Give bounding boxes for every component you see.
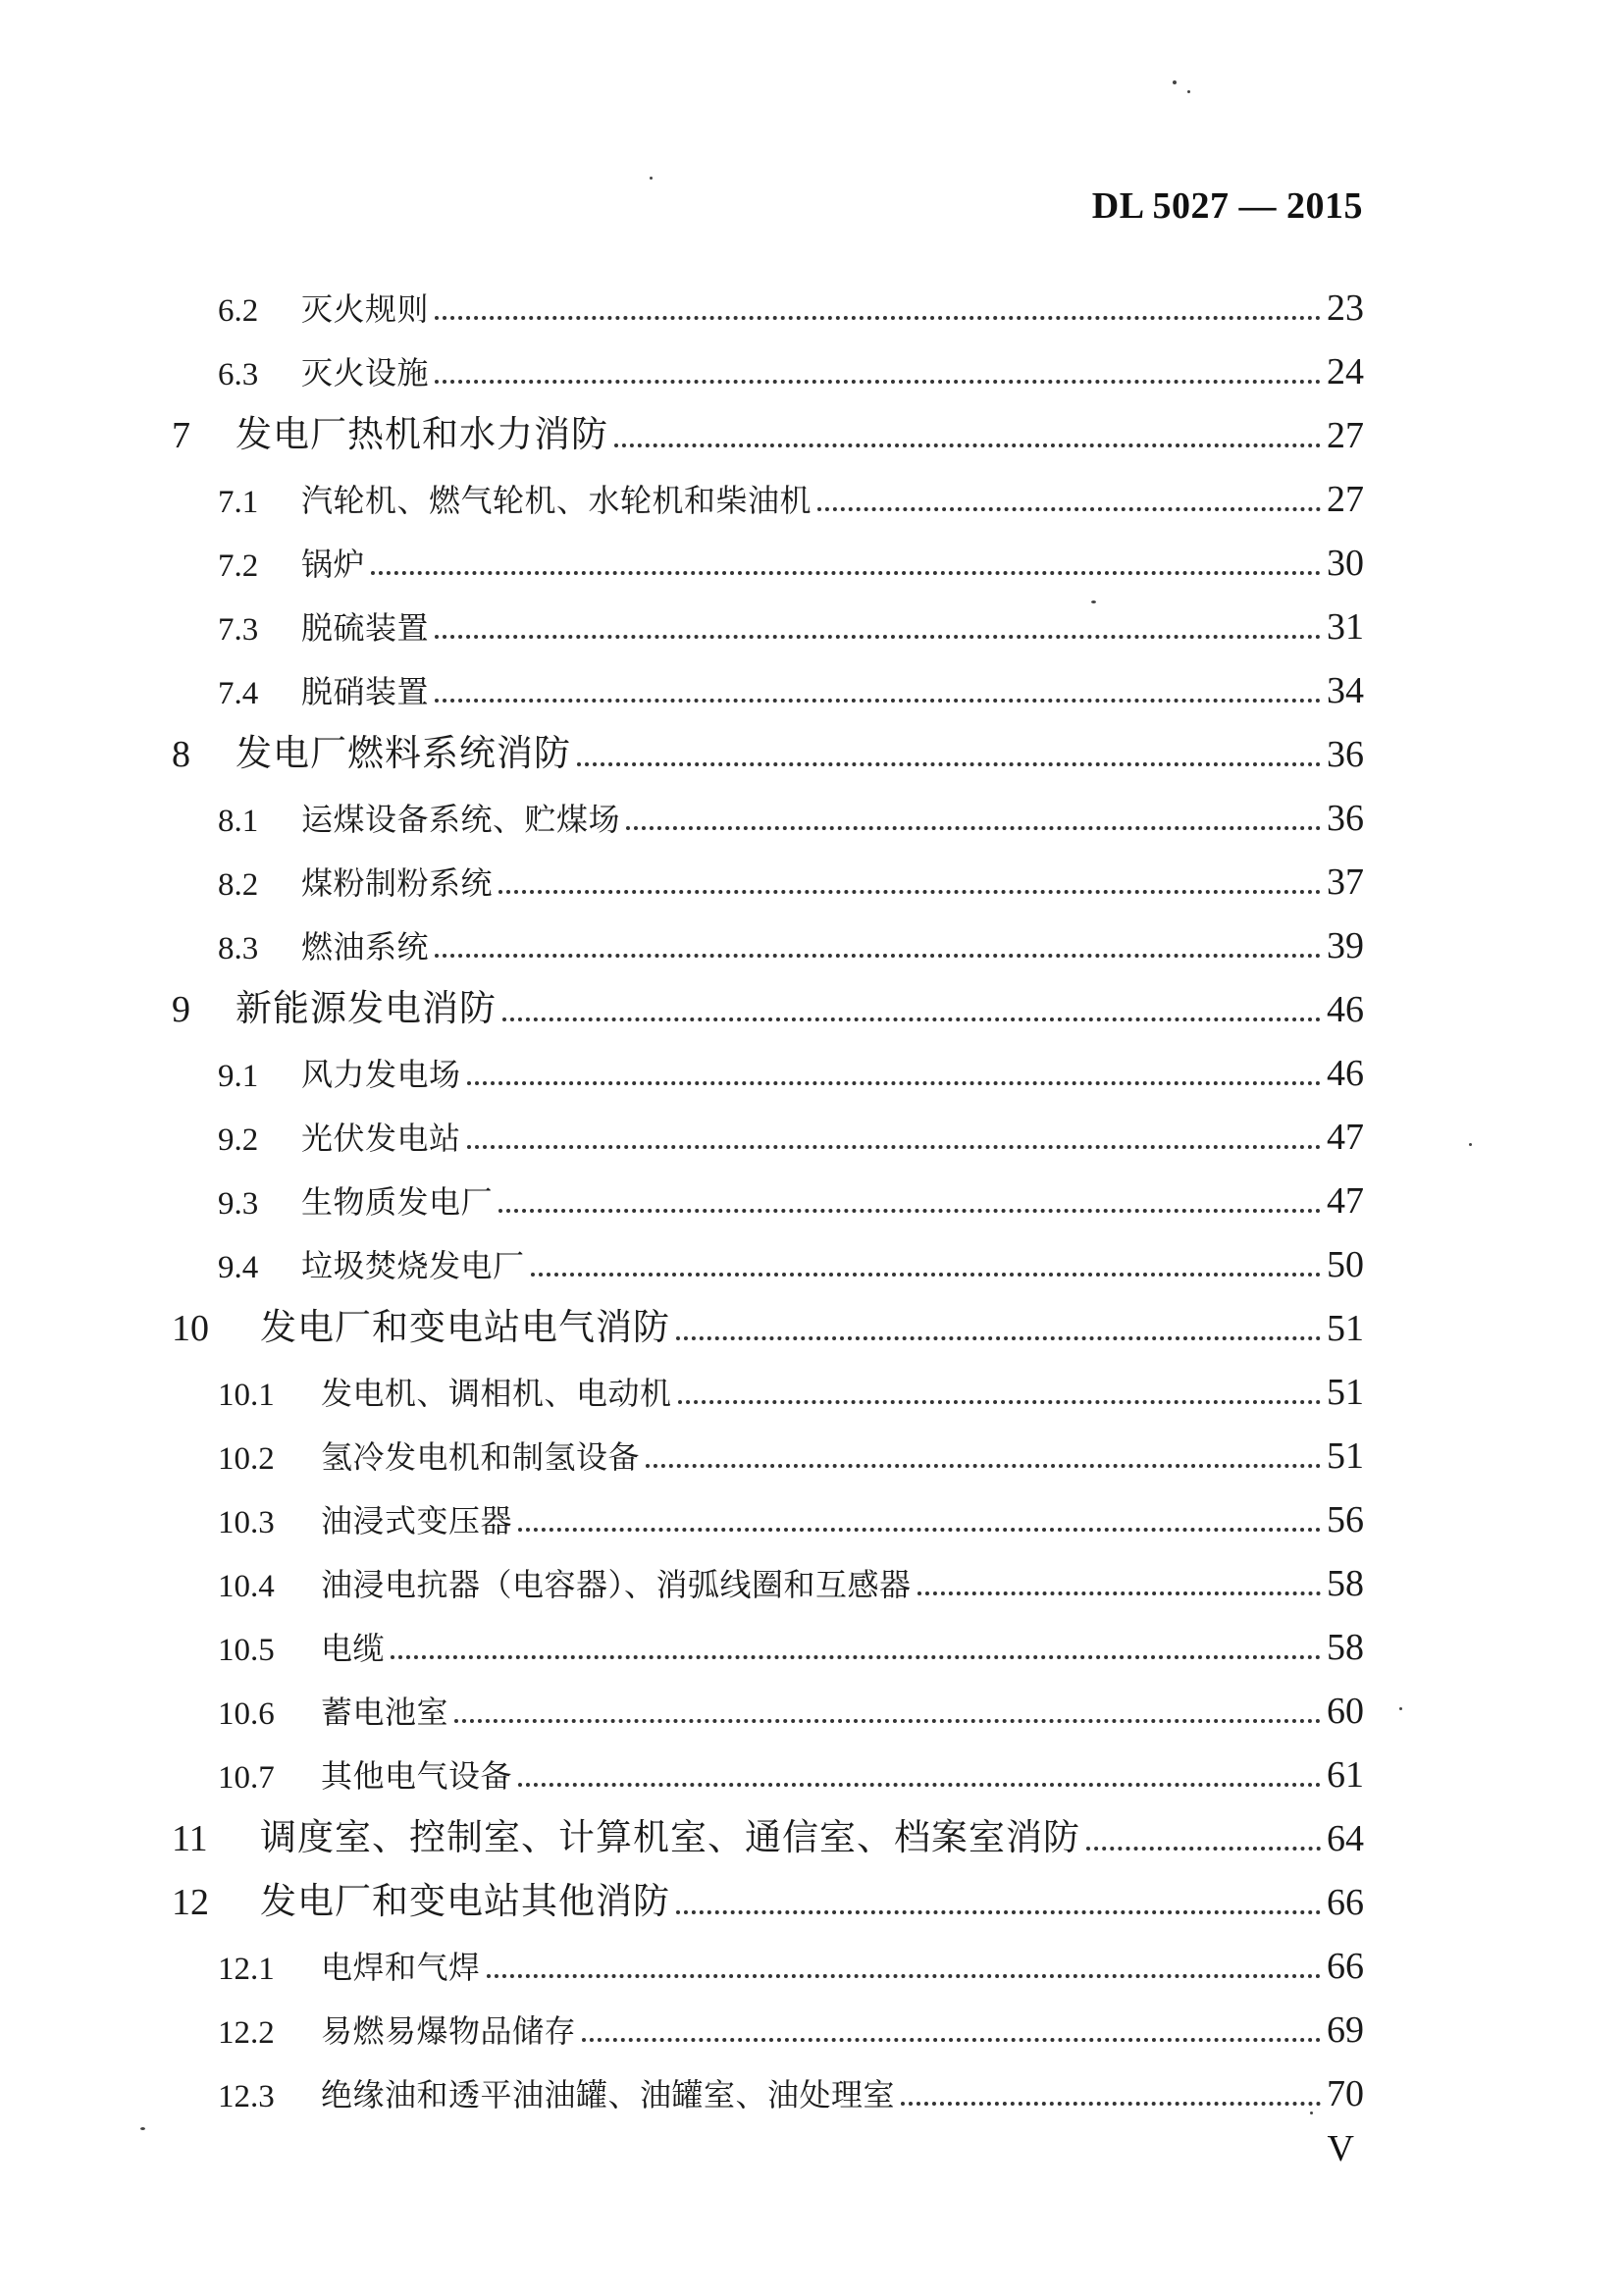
toc-entry-page: 36: [1327, 734, 1364, 775]
toc-entry-number: 9: [172, 989, 190, 1030]
toc-entry-page: 64: [1327, 1818, 1364, 1859]
scan-speck: [1091, 600, 1096, 603]
dot-leader: [676, 1909, 1321, 1914]
dot-leader: [435, 953, 1321, 958]
dot-leader: [577, 761, 1321, 766]
page-number-footer: V: [1327, 2128, 1354, 2169]
toc-entry-title: 发电机、调相机、电动机: [321, 1375, 672, 1412]
toc-entry-page: 27: [1327, 479, 1364, 520]
toc-entry-page: 51: [1327, 1308, 1364, 1349]
toc-entry-page: 47: [1327, 1180, 1364, 1222]
toc-entry-title: 电缆: [321, 1630, 386, 1667]
dot-leader: [817, 506, 1321, 511]
toc-entry: [218, 1620, 1364, 1669]
dot-leader: [678, 1399, 1321, 1404]
toc-entry: [218, 600, 1364, 649]
toc-entry-number: 9.2: [218, 1122, 259, 1158]
toc-entry: [218, 855, 1364, 904]
toc-entry-number: 11: [172, 1818, 208, 1859]
toc-entry: [218, 1429, 1364, 1478]
toc-entry: [218, 1556, 1364, 1605]
toc-entry: [172, 982, 1364, 1031]
toc-entry: [218, 663, 1364, 712]
dot-leader: [502, 1017, 1321, 1021]
toc-entry-number: 6.3: [218, 357, 259, 392]
toc-entry: [218, 1492, 1364, 1541]
toc-entry-number: 9.1: [218, 1059, 259, 1094]
toc-entry-number: 10: [172, 1308, 209, 1349]
toc-entry: [218, 1237, 1364, 1286]
dot-leader: [454, 1718, 1321, 1723]
scan-speck: [1399, 1707, 1402, 1710]
toc-entry-number: 6.2: [218, 293, 259, 329]
toc-entry-page: 30: [1327, 543, 1364, 584]
toc-entry: [218, 1747, 1364, 1797]
scan-speck: [140, 2127, 145, 2130]
toc-entry-page: 24: [1327, 351, 1364, 392]
toc-entry-title: 发电厂和变电站其他消防: [260, 1880, 670, 1922]
dot-leader: [371, 570, 1321, 575]
toc-entry-title: 调度室、控制室、计算机室、通信室、档案室消防: [260, 1816, 1080, 1858]
toc-entry-page: 27: [1327, 415, 1364, 456]
toc-entry: [218, 472, 1364, 521]
toc-entry-number: 7.2: [218, 548, 259, 584]
toc-entry: [218, 1365, 1364, 1414]
toc-entry: [218, 281, 1364, 330]
toc-entry-number: 10.2: [218, 1441, 275, 1477]
scan-speck: [1310, 2112, 1313, 2114]
toc-entry-page: 34: [1327, 670, 1364, 711]
toc-entry-title: 新能源发电消防: [236, 987, 497, 1029]
toc-entry-number: 12.3: [218, 2079, 275, 2114]
dot-leader: [435, 315, 1321, 320]
toc-entry: [218, 1939, 1364, 1988]
toc-entry-number: 12.2: [218, 2015, 275, 2051]
toc-entry-number: 10.5: [218, 1633, 275, 1668]
toc-entry-title: 煤粉制粉系统: [301, 864, 494, 902]
toc-entry-title: 生物质发电厂: [301, 1183, 494, 1221]
toc-entry-title: 汽轮机、燃气轮机、水轮机和柴油机: [301, 482, 812, 519]
toc-entry: [172, 1811, 1364, 1860]
toc-entry-page: 69: [1327, 2009, 1364, 2051]
toc-entry-page: 66: [1327, 1882, 1364, 1923]
toc-entry-page: 36: [1327, 798, 1364, 839]
toc-entry-number: 7.1: [218, 485, 259, 520]
toc-entry-number: 10.6: [218, 1696, 275, 1732]
dot-leader: [498, 1208, 1321, 1213]
toc-entry: [218, 2003, 1364, 2052]
toc-entry: [218, 1174, 1364, 1223]
toc-entry-number: 12.1: [218, 1952, 275, 1987]
toc-entry: [172, 1301, 1364, 1350]
dot-leader: [531, 1272, 1321, 1277]
toc-entry-page: 56: [1327, 1499, 1364, 1540]
toc-entry-title: 风力发电场: [301, 1056, 461, 1093]
toc-entry-title: 脱硫装置: [301, 609, 430, 647]
dot-leader: [1086, 1846, 1321, 1851]
toc-entry-title: 蓄电池室: [321, 1694, 449, 1731]
standard-code-header: DL 5027 — 2015: [1091, 185, 1363, 227]
toc-entry-number: 7.3: [218, 612, 259, 648]
dot-leader: [391, 1654, 1321, 1659]
toc-entry-page: 66: [1327, 1946, 1364, 1987]
toc-entry-title: 运煤设备系统、贮煤场: [301, 801, 621, 838]
toc-entry-number: 9.3: [218, 1186, 259, 1222]
dot-leader: [614, 443, 1321, 447]
toc-entry: [218, 791, 1364, 840]
toc-entry-number: 9.4: [218, 1250, 259, 1285]
toc-entry-number: 7: [172, 415, 190, 456]
toc-entry-page: 51: [1327, 1435, 1364, 1477]
toc-entry-title: 灭火规则: [301, 290, 430, 328]
toc-entry-number: 12: [172, 1882, 209, 1923]
toc-entry-page: 23: [1327, 287, 1364, 329]
toc-entry-number: 10.7: [218, 1760, 275, 1796]
dot-leader: [518, 1782, 1321, 1787]
toc-entry-number: 10.4: [218, 1569, 275, 1604]
toc-entry: [218, 2066, 1364, 2115]
toc-entry-number: 10.1: [218, 1378, 275, 1413]
toc-entry-number: 10.3: [218, 1505, 275, 1540]
toc-entry-title: 脱硝装置: [301, 673, 430, 710]
dot-leader: [646, 1463, 1321, 1468]
dot-leader: [467, 1144, 1321, 1149]
toc-entry-page: 39: [1327, 925, 1364, 966]
toc-entry: [218, 1046, 1364, 1095]
toc-entry-page: 51: [1327, 1372, 1364, 1413]
toc-entry-title: 电焊和气焊: [321, 1949, 481, 1986]
scan-speck: [1173, 80, 1177, 84]
toc-entry-page: 58: [1327, 1563, 1364, 1604]
toc-entry-page: 50: [1327, 1244, 1364, 1285]
toc-entry: [172, 727, 1364, 776]
toc-entry: [218, 918, 1364, 967]
toc-entry: [172, 408, 1364, 457]
toc-entry-page: 47: [1327, 1117, 1364, 1158]
dot-leader: [435, 634, 1321, 639]
toc-entry: [172, 1875, 1364, 1924]
dot-leader: [435, 698, 1321, 703]
toc-entry: [218, 1110, 1364, 1159]
dot-leader: [498, 889, 1321, 894]
toc-entry-title: 油浸电抗器（电容器）、消弧线圈和互感器: [321, 1566, 912, 1603]
toc-entry-number: 8.2: [218, 867, 259, 903]
dot-leader: [467, 1080, 1321, 1085]
toc-entry: [218, 536, 1364, 585]
toc-entry-title: 其他电气设备: [321, 1757, 513, 1795]
dot-leader: [435, 379, 1321, 384]
toc-entry: [218, 344, 1364, 393]
toc-entry-title: 垃圾焚烧发电厂: [301, 1247, 525, 1284]
toc-entry-title: 燃油系统: [301, 928, 430, 965]
toc-entry-title: 氢冷发电机和制氢设备: [321, 1438, 641, 1476]
dot-leader: [518, 1527, 1321, 1532]
toc-entry-number: 8.1: [218, 804, 259, 839]
toc-entry-page: 31: [1327, 606, 1364, 648]
toc-entry-page: 60: [1327, 1691, 1364, 1732]
scan-speck: [1187, 90, 1190, 93]
toc-entry-number: 7.4: [218, 676, 259, 711]
toc-entry-title: 锅炉: [301, 546, 366, 583]
scan-speck: [650, 177, 653, 180]
toc-entry-title: 易燃易爆物品储存: [321, 2012, 577, 2050]
dot-leader: [487, 1973, 1321, 1978]
toc-entry-title: 油浸式变压器: [321, 1502, 513, 1539]
toc-entry-page: 46: [1327, 989, 1364, 1030]
toc-entry-title: 发电厂热机和水力消防: [236, 413, 608, 455]
dot-leader: [582, 2037, 1321, 2042]
toc-entry-title: 光伏发电站: [301, 1120, 461, 1157]
toc-entry-page: 46: [1327, 1053, 1364, 1094]
toc-entry-page: 61: [1327, 1754, 1364, 1796]
toc-entry-page: 37: [1327, 861, 1364, 903]
dot-leader: [676, 1335, 1321, 1340]
toc-entry-number: 8.3: [218, 931, 259, 966]
toc-entry-title: 发电厂和变电站电气消防: [260, 1306, 670, 1348]
toc-entry: [218, 1684, 1364, 1733]
toc-entry-title: 绝缘油和透平油油罐、油罐室、油处理室: [321, 2076, 896, 2113]
toc-entry-number: 8: [172, 734, 190, 775]
toc-entry-page: 70: [1327, 2073, 1364, 2114]
dot-leader: [626, 825, 1321, 830]
dot-leader: [917, 1591, 1321, 1595]
toc-entry-title: 发电厂燃料系统消防: [236, 732, 571, 774]
toc-entry-page: 58: [1327, 1627, 1364, 1668]
dot-leader: [901, 2101, 1321, 2106]
scan-speck: [1469, 1143, 1472, 1146]
toc-entry-title: 灭火设施: [301, 354, 430, 391]
